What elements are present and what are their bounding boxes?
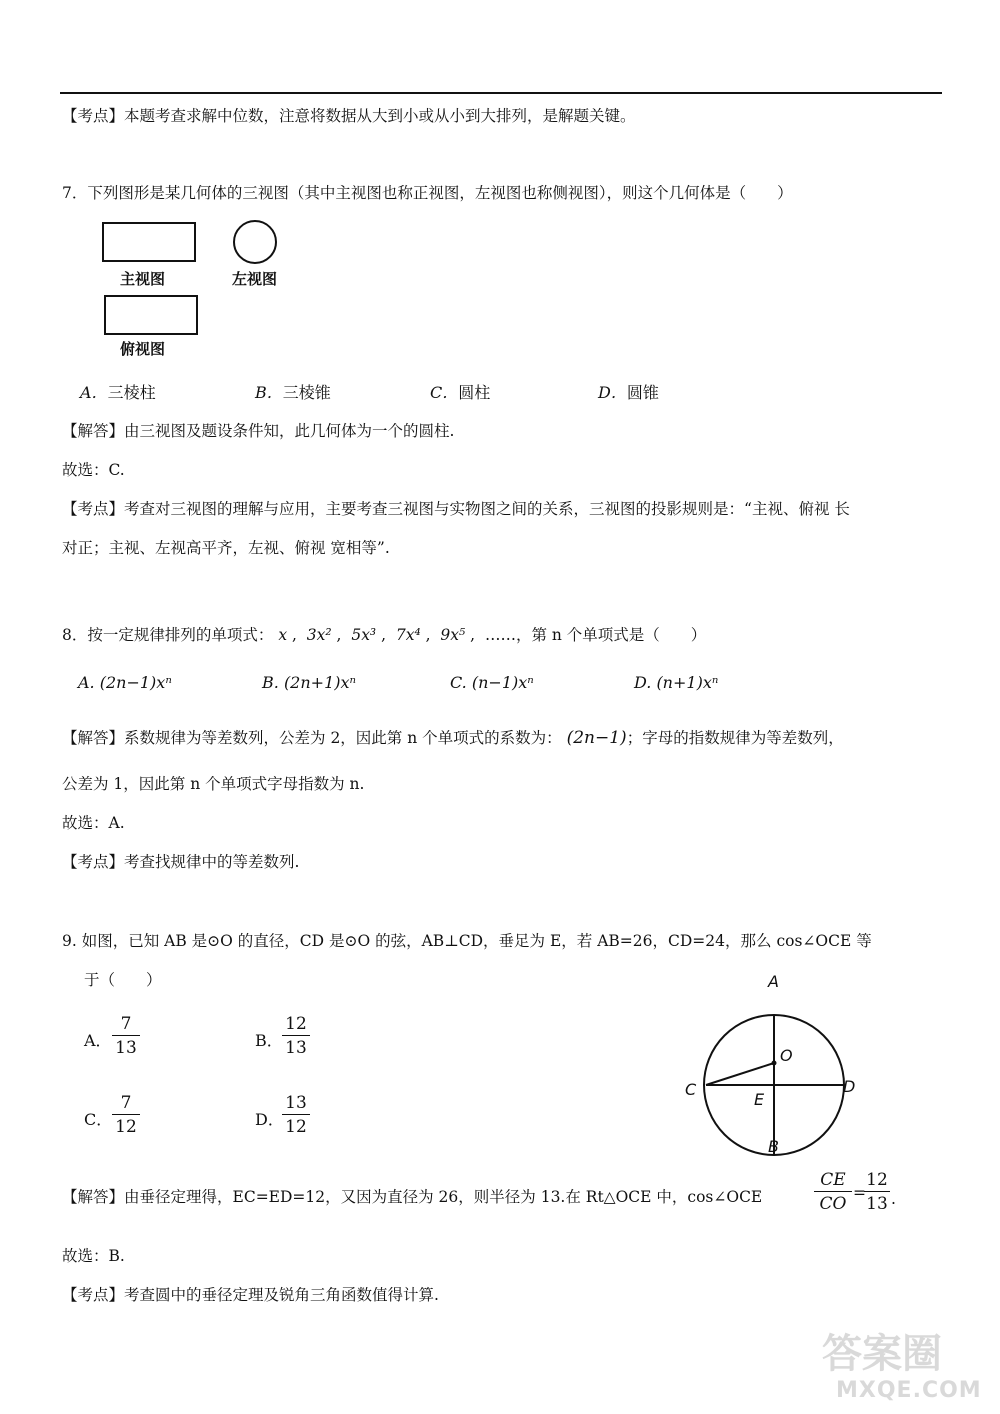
q9-option-d-fraction: $\frac{13}{12}$	[282, 1093, 310, 1137]
label-a: A	[768, 972, 779, 991]
answer-equals: =	[853, 1184, 866, 1202]
q7-answer: 【解答】由三视图及题设条件知，此几何体为一个的圆柱.	[62, 422, 455, 440]
q9-option-a-fraction: $\frac{7}{13}$	[112, 1014, 140, 1058]
q9-option-c-letter: C．	[84, 1110, 113, 1129]
q8-answer-line1: 【解答】系数规律为等差数列，公差为 2，因此第 n 个单项式的系数为： (2n−1)；字母的指数规律为等差数列，	[62, 728, 844, 748]
q8-option-d: D. (n+1)xⁿ	[634, 673, 719, 692]
top-note-text: 本题考查求解中位数，注意将数据从大到小或从小到大排列，是解题关键。	[124, 107, 636, 125]
q8-term: ……	[484, 626, 516, 644]
answer-period: .	[891, 1190, 896, 1208]
circle-diagram	[680, 965, 880, 1165]
q9-choice: 故选：B.	[62, 1247, 125, 1265]
top-rule	[60, 92, 942, 94]
q8-option-b: B. (2n+1)xⁿ	[262, 673, 356, 692]
q9-option-b-letter: B．	[255, 1031, 283, 1050]
q7-option-b: B．三棱锥	[255, 383, 331, 402]
q7-point-line2: 对正；主视、左视高平齐，左视、俯视 宽相等”.	[62, 539, 390, 557]
q7-option-c: C．圆柱	[430, 383, 491, 402]
left-view-circle	[233, 220, 277, 264]
front-view-rectangle	[102, 222, 196, 262]
label-o: O	[780, 1046, 793, 1065]
center-point	[772, 1061, 777, 1066]
segment-oc	[706, 1063, 774, 1085]
q9-point: 【考点】考查圆中的垂径定理及锐角三角函数值得计算.	[62, 1286, 439, 1304]
label-c: C	[685, 1080, 697, 1099]
watermark-site: MXQE.COM	[836, 1378, 982, 1403]
q8-point: 【考点】考查找规律中的等差数列.	[62, 853, 300, 871]
label-b: B	[768, 1137, 779, 1156]
label-e: E	[754, 1090, 765, 1109]
q7-option-a: A．三棱柱	[80, 383, 156, 402]
q8-term: 7x⁴	[395, 626, 421, 644]
q8-term: 9x⁵	[440, 626, 466, 644]
top-note	[62, 104, 636, 126]
q8-option-c: C. (n−1)xⁿ	[450, 673, 534, 692]
q9-option-b-fraction: $\frac{12}{13}$	[282, 1014, 310, 1058]
left-view-label: 左视图	[232, 270, 278, 288]
q8-answer-line2: 公差为 1，因此第 n 个单项式字母指数为 n.	[62, 775, 365, 793]
q9-option-c-fraction: $\frac{7}{12}$	[112, 1093, 140, 1137]
q8-stem: 8．按一定规律排列的单项式： x , 3x² , 5x³ , 7x⁴ , 9x⁵ , ……，第 n 个单项式是（ ）	[62, 626, 707, 644]
q8-option-a: A. (2n−1)xⁿ	[78, 673, 172, 692]
label-d: D	[843, 1077, 856, 1096]
q8-choice: 故选：A.	[62, 814, 125, 832]
q7-point-line1: 【考点】考查对三视图的理解与应用，主要考查三视图与实物图之间的关系，三视图的投影规则是：“主视、俯视 长	[62, 500, 850, 518]
answer-fraction-12-13: $\frac{12}{13}$	[864, 1170, 890, 1214]
q8-term: 5x³	[351, 626, 377, 644]
q9-option-d-letter: D．	[255, 1110, 284, 1129]
front-view-label: 主视图	[120, 270, 166, 288]
q8-term: x	[278, 626, 288, 644]
q9-answer: 【解答】由垂径定理得，EC=ED=12，又因为直径为 26，则半径为 13.在 Rt△OCE 中，cos∠OCE	[62, 1188, 763, 1206]
q9-option-a-letter: A．	[84, 1031, 112, 1050]
q9-stem-line2: 于（ ）	[84, 971, 162, 989]
top-note-tag: 【考点】	[62, 107, 125, 125]
top-view-rectangle	[104, 295, 198, 335]
q7-option-d: D．圆锥	[598, 383, 659, 402]
top-view-label: 俯视图	[120, 340, 166, 358]
q7-stem: 7．下列图形是某几何体的三视图（其中主视图也称正视图，左视图也称侧视图），则这个几何体是（ ）	[62, 184, 793, 202]
q7-choice: 故选：C.	[62, 461, 125, 479]
answer-fraction-ce-co: $\frac{CE}{CO}$	[814, 1170, 852, 1214]
watermark-logo: 答案圈	[822, 1331, 942, 1377]
q8-term: 3x²	[306, 626, 332, 644]
q9-stem-line1: 9. 如图，已知 AB 是⊙O 的直径，CD 是⊙O 的弦，AB⊥CD，垂足为 E，若 AB=26，CD=24，那么 cos∠OCE 等	[62, 932, 872, 950]
